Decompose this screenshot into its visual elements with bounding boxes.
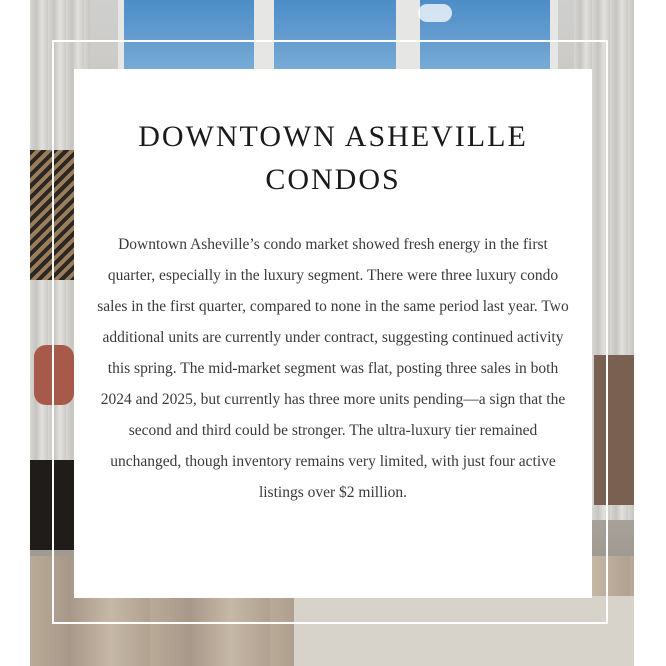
body-text: Downtown Asheville’s condo market showed fresh energy in the first quarter, especially in the luxury segment. There were three luxury condo sales in the first quarter, compared to none in the same period last year. Two additional units are currently under contract, suggesting continued activity this spring. The mid-market segment was flat, posting three sales in both 2024 and 2025, but currently has three more units pending—a sign that the second and third could be stronger. The ultra-luxury tier remained unchanged, though inventory remains very limited, with just four active listings over $2 million. <box>97 236 569 501</box>
content-card <box>74 69 592 598</box>
title-line-1: DOWNTOWN ASHEVILLE <box>138 120 528 153</box>
title-line-2: CONDOS <box>265 163 401 196</box>
page-title <box>74 115 592 201</box>
cloud <box>418 4 452 22</box>
